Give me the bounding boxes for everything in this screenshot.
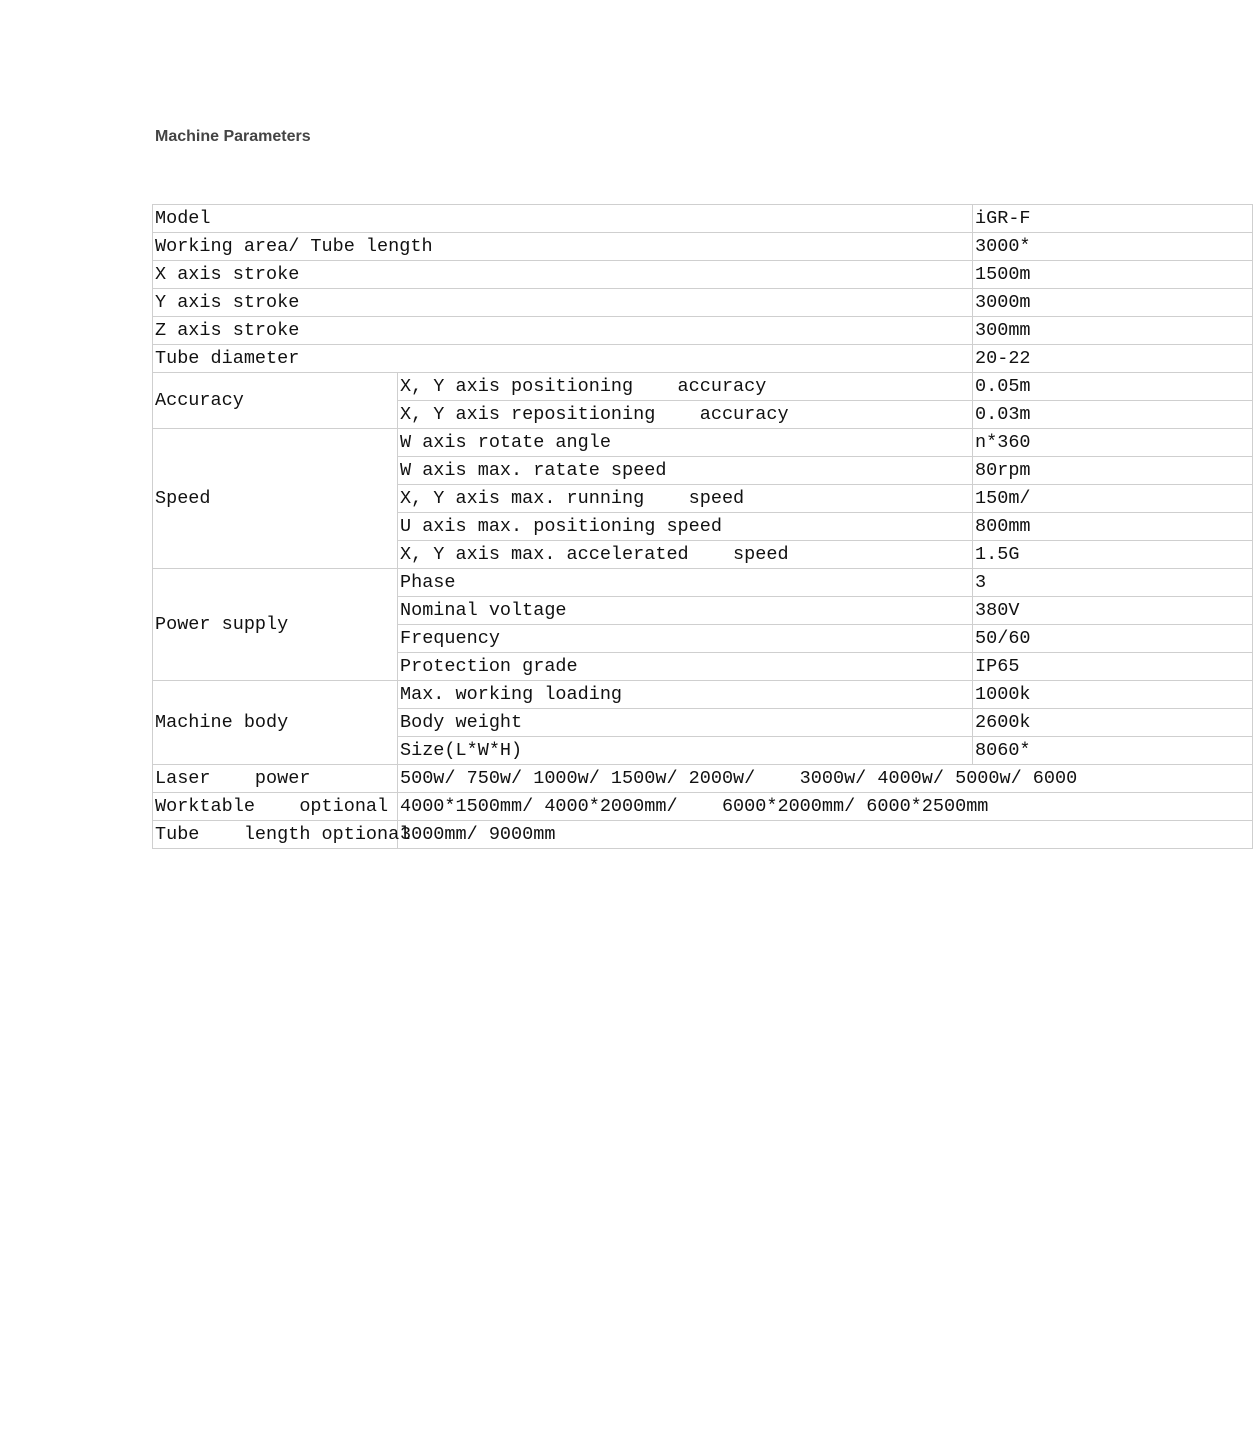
param-value: 380V [973,597,1253,625]
option-label: Worktable optional [153,793,398,821]
param-value: 8060* [973,737,1253,765]
param-value: 150m/ [973,485,1253,513]
param-name: W axis rotate angle [398,429,973,457]
param-name: X, Y axis max. accelerated speed [398,541,973,569]
table-row [153,317,1253,345]
option-value: 4000*1500mm/ 4000*2000mm/ 6000*2000mm/ 6000*2500mm [398,793,1253,821]
option-label: Laser power [153,765,398,793]
table-row [153,821,1253,849]
param-label: Tube diameter [153,345,973,373]
option-value: 3000mm/ 9000mm [398,821,1253,849]
param-name: Size(L*W*H) [398,737,973,765]
param-label: X axis stroke [153,261,973,289]
param-value: 20-22 [973,345,1253,373]
group-label-accuracy: Accuracy [153,373,398,429]
table-row [153,289,1253,317]
group-label-power-supply: Power supply [153,569,398,681]
param-value: 2600k [973,709,1253,737]
param-value: 3000m [973,289,1253,317]
param-name: W axis max. ratate speed [398,457,973,485]
group-label-speed: Speed [153,429,398,569]
param-value: 1000k [973,681,1253,709]
param-value: 1.5G [973,541,1253,569]
table-row [153,261,1253,289]
param-value: 300mm [973,317,1253,345]
table-row [153,793,1253,821]
option-value: 500w/ 750w/ 1000w/ 1500w/ 2000w/ 3000w/ 4000w/ 5000w/ 6000 [398,765,1253,793]
param-value: iGR-F [973,205,1253,233]
table-row [153,765,1253,793]
page-title: Machine Parameters [155,128,311,145]
param-name: X, Y axis positioning accuracy [398,373,973,401]
param-name: Max. working loading [398,681,973,709]
param-name: X, Y axis max. running speed [398,485,973,513]
param-name: Frequency [398,625,973,653]
param-label: Working area/ Tube length [153,233,973,261]
table-row [153,681,1253,709]
param-value: 80rpm [973,457,1253,485]
param-value: 3000* [973,233,1253,261]
param-name: Protection grade [398,653,973,681]
param-name: X, Y axis repositioning accuracy [398,401,973,429]
table-row [153,429,1253,457]
param-value: 800mm [973,513,1253,541]
group-label-machine-body: Machine body [153,681,398,765]
parameters-table-container [152,204,1078,904]
param-label: Y axis stroke [153,289,973,317]
param-value: 50/60 [973,625,1253,653]
option-label: Tube length optional [153,821,398,849]
param-label: Model [153,205,973,233]
param-name: Phase [398,569,973,597]
param-value: 0.03m [973,401,1253,429]
table-row [153,373,1253,401]
param-name: Nominal voltage [398,597,973,625]
param-name: Body weight [398,709,973,737]
param-label: Z axis stroke [153,317,973,345]
table-row [153,205,1253,233]
table-row [153,569,1253,597]
parameters-table [152,204,1253,849]
param-value: 3 [973,569,1253,597]
param-value: 1500m [973,261,1253,289]
param-value: n*360 [973,429,1253,457]
param-value: IP65 [973,653,1253,681]
table-row [153,233,1253,261]
table-row [153,345,1253,373]
param-value: 0.05m [973,373,1253,401]
param-name: U axis max. positioning speed [398,513,973,541]
